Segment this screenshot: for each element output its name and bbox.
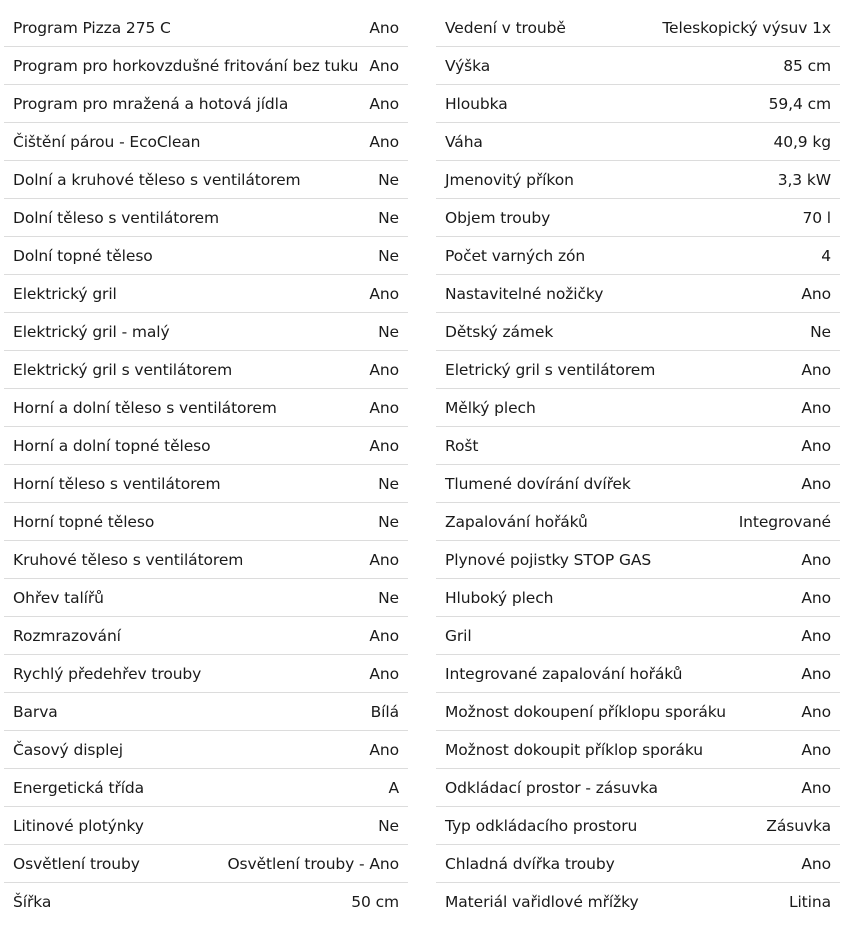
spec-value: Ne (378, 322, 399, 341)
spec-row (436, 85, 840, 123)
spec-label: Dětský zámek (445, 322, 554, 341)
spec-label: Hluboký plech (445, 588, 554, 607)
spec-value: 3,3 kW (777, 170, 831, 189)
spec-row (4, 389, 408, 427)
spec-label: Elektrický gril s ventilátorem (13, 360, 233, 379)
spec-value: Ne (378, 208, 399, 227)
spec-label: Program Pizza 275 C (13, 18, 171, 37)
spec-row (4, 123, 408, 161)
spec-value: Ne (378, 512, 399, 531)
spec-row (4, 883, 408, 921)
spec-row (436, 541, 840, 579)
spec-row (4, 693, 408, 731)
spec-row (436, 883, 840, 921)
spec-column-left (4, 9, 408, 921)
spec-label: Objem trouby (445, 208, 551, 227)
spec-value: Ne (378, 588, 399, 607)
spec-value: Ano (369, 18, 399, 37)
spec-row (436, 579, 840, 617)
spec-row (436, 47, 840, 85)
spec-label: Čištění párou - EcoClean (13, 132, 201, 151)
spec-row (4, 351, 408, 389)
spec-row (436, 769, 840, 807)
spec-row (4, 617, 408, 655)
spec-label: Energetická třída (13, 778, 145, 797)
spec-label: Horní a dolní topné těleso (13, 436, 211, 455)
spec-value: Ano (801, 474, 831, 493)
spec-label: Odkládací prostor - zásuvka (445, 778, 658, 797)
spec-label: Materiál vařidlové mřížky (445, 893, 639, 911)
spec-row (4, 655, 408, 693)
spec-value: Ano (801, 778, 831, 797)
spec-row (4, 503, 408, 541)
spec-row (4, 237, 408, 275)
spec-row (436, 161, 840, 199)
spec-value: Bílá (370, 702, 399, 721)
spec-row (4, 85, 408, 123)
spec-row (436, 503, 840, 541)
spec-row (436, 275, 840, 313)
spec-value: Ano (369, 284, 399, 303)
spec-label: Program pro mražená a hotová jídla (13, 94, 289, 113)
spec-label: Časový displej (13, 740, 123, 759)
spec-label: Počet varných zón (445, 246, 586, 265)
spec-value: Ano (369, 626, 399, 645)
spec-value: Zásuvka (766, 816, 831, 835)
spec-row (436, 9, 840, 47)
spec-value: Ano (801, 436, 831, 455)
spec-value: Ne (378, 246, 399, 265)
spec-row (436, 655, 840, 693)
spec-row (436, 731, 840, 769)
spec-row (436, 199, 840, 237)
spec-label: Ohřev talířů (13, 588, 104, 607)
spec-row (4, 427, 408, 465)
spec-label: Horní topné těleso (13, 512, 155, 531)
spec-value: Ano (369, 94, 399, 113)
spec-row (436, 123, 840, 161)
spec-row (4, 579, 408, 617)
spec-value: 50 cm (351, 893, 399, 911)
spec-value: Ano (801, 550, 831, 569)
spec-value: 85 cm (783, 56, 831, 75)
spec-value: Ano (801, 360, 831, 379)
spec-label: Elektrický gril - malý (13, 322, 170, 341)
spec-value: 40,9 kg (773, 132, 831, 151)
spec-row (436, 237, 840, 275)
spec-row (436, 845, 840, 883)
spec-value: Osvětlení trouby - Ano (227, 854, 399, 873)
spec-row (4, 845, 408, 883)
spec-label: Barva (13, 702, 58, 721)
spec-value: Ano (369, 360, 399, 379)
spec-row (4, 161, 408, 199)
spec-value: Ano (369, 132, 399, 151)
spec-column-right (436, 9, 840, 921)
spec-label: Integrované zapalování hořáků (445, 664, 683, 683)
spec-row (436, 807, 840, 845)
spec-value: Litina (788, 893, 831, 911)
spec-label: Tlumené dovírání dvířek (445, 474, 631, 493)
spec-value: Ano (801, 284, 831, 303)
spec-row (436, 465, 840, 503)
spec-label: Horní a dolní těleso s ventilátorem (13, 398, 277, 417)
spec-label: Nastavitelné nožičky (445, 284, 604, 303)
spec-value: Ne (378, 170, 399, 189)
spec-label: Typ odkládacího prostoru (445, 816, 638, 835)
spec-row (4, 541, 408, 579)
spec-value: Ano (369, 550, 399, 569)
spec-row (4, 807, 408, 845)
spec-label: Mělký plech (445, 398, 536, 417)
spec-value: Ano (369, 436, 399, 455)
spec-label: Vedení v troubě (445, 18, 566, 37)
spec-label: Rošt (445, 436, 479, 455)
spec-row (436, 351, 840, 389)
spec-row (436, 617, 840, 655)
spec-label: Rozmrazování (13, 626, 121, 645)
spec-row (4, 275, 408, 313)
spec-value: Ano (801, 740, 831, 759)
spec-label: Hloubka (445, 94, 508, 113)
spec-value: Teleskopický výsuv 1x (662, 18, 831, 37)
spec-label: Zapalování hořáků (445, 512, 588, 531)
spec-value: Ano (801, 588, 831, 607)
spec-value: Ano (369, 664, 399, 683)
spec-value: 59,4 cm (768, 94, 831, 113)
spec-label: Váha (445, 132, 483, 151)
spec-label: Program pro horkovzdušné fritování bez tuku (13, 56, 359, 75)
spec-row (436, 693, 840, 731)
spec-value: Ano (369, 740, 399, 759)
spec-label: Šířka (13, 893, 52, 911)
spec-label: Plynové pojistky STOP GAS (445, 550, 652, 569)
spec-label: Dolní topné těleso (13, 246, 153, 265)
spec-value: Ne (810, 322, 831, 341)
spec-row (436, 389, 840, 427)
spec-label: Gril (445, 626, 472, 645)
spec-value: Ano (801, 854, 831, 873)
spec-value: Ano (801, 398, 831, 417)
spec-label: Elektrický gril (13, 284, 117, 303)
spec-row (436, 427, 840, 465)
spec-label: Horní těleso s ventilátorem (13, 474, 221, 493)
spec-label: Eletrický gril s ventilátorem (445, 360, 656, 379)
spec-label: Rychlý předehřev trouby (13, 664, 202, 683)
spec-label: Možnost dokoupení příklopu sporáku (445, 702, 726, 721)
spec-row (4, 199, 408, 237)
spec-value: Integrované (738, 512, 831, 531)
spec-label: Dolní a kruhové těleso s ventilátorem (13, 170, 301, 189)
spec-row (4, 47, 408, 85)
spec-value: Ano (369, 56, 399, 75)
spec-value: 70 l (802, 208, 831, 227)
spec-label: Dolní těleso s ventilátorem (13, 208, 219, 227)
spec-row (4, 465, 408, 503)
spec-label: Jmenovitý příkon (445, 170, 574, 189)
spec-label: Výška (445, 56, 491, 75)
spec-label: Osvětlení trouby (13, 854, 140, 873)
spec-row (4, 9, 408, 47)
spec-row (4, 731, 408, 769)
spec-value: Ano (801, 626, 831, 645)
spec-label: Litinové plotýnky (13, 816, 144, 835)
spec-value: Ne (378, 816, 399, 835)
spec-row (436, 313, 840, 351)
spec-row (4, 313, 408, 351)
spec-value: Ne (378, 474, 399, 493)
spec-label: Kruhové těleso s ventilátorem (13, 550, 244, 569)
spec-label: Možnost dokoupit příklop sporáku (445, 740, 704, 759)
spec-value: 4 (821, 246, 831, 265)
spec-value: Ano (801, 664, 831, 683)
spec-value: A (388, 778, 399, 797)
spec-label: Chladná dvířka trouby (445, 854, 615, 873)
spec-value: Ano (369, 398, 399, 417)
spec-row (4, 769, 408, 807)
spec-value: Ano (801, 702, 831, 721)
